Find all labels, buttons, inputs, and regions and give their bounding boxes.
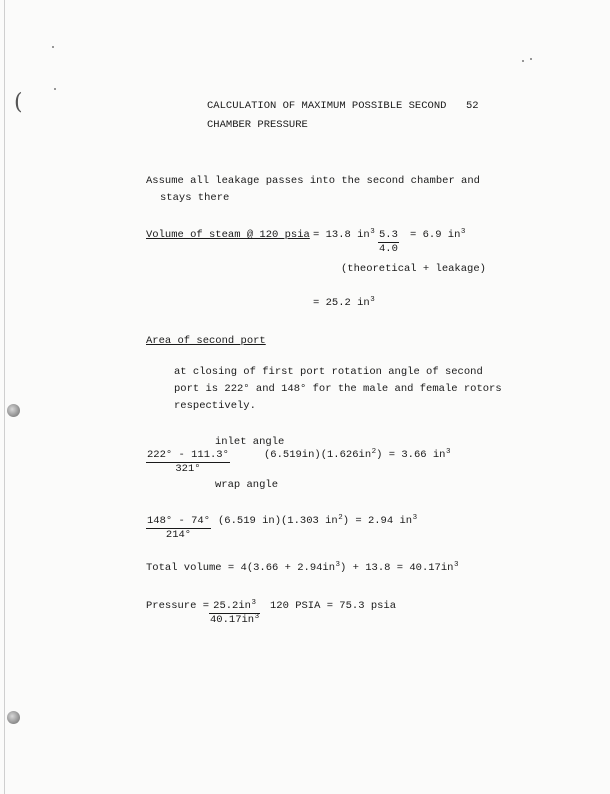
volume-result bbox=[410, 229, 465, 242]
inlet-expr-text: (6.519in)(1.626in bbox=[264, 449, 372, 461]
wrap-expression bbox=[218, 515, 417, 528]
volume-note: (theoretical + leakage) bbox=[341, 263, 486, 275]
fraction-denominator: 4.0 bbox=[379, 243, 398, 255]
exponent: 3 bbox=[251, 599, 256, 607]
volume-fraction bbox=[378, 229, 399, 256]
pressure-fraction bbox=[209, 600, 260, 627]
area-paragraph-line-3: respectively. bbox=[174, 400, 256, 412]
inlet-expr-tail: ) = 3.66 in bbox=[376, 449, 446, 461]
volume-result-text: = 6.9 in bbox=[410, 229, 461, 241]
pressure-result: 120 PSIA = 75.3 psia bbox=[270, 600, 397, 612]
pressure-label: Pressure = bbox=[146, 600, 210, 612]
exponent: 3 bbox=[460, 228, 466, 236]
speck-mark bbox=[52, 46, 54, 48]
inlet-angle-label: inlet angle bbox=[215, 436, 285, 448]
fraction-denominator: 321° bbox=[175, 463, 201, 475]
area-heading: Area of second port bbox=[146, 335, 266, 347]
exponent: 2 bbox=[371, 448, 377, 456]
fraction-denominator bbox=[209, 614, 260, 627]
exponent: 3 bbox=[335, 561, 341, 569]
area-paragraph-line-2: port is 222° and 148° for the male and female rotors bbox=[174, 383, 502, 395]
fraction-numerator: 222° - 111.3° bbox=[147, 449, 229, 461]
speck-mark bbox=[530, 58, 532, 60]
wrap-expr-text: (6.519 in)(1.303 in bbox=[218, 515, 338, 527]
total-volume bbox=[146, 562, 458, 575]
assumption-line-2: stays there bbox=[160, 192, 230, 204]
inlet-fraction bbox=[146, 449, 230, 476]
punch-hole-icon bbox=[7, 404, 20, 417]
total-volume-tail: ) + 13.8 = 40.17in bbox=[340, 562, 454, 574]
volume-label: Volume of steam @ 120 psia bbox=[146, 229, 310, 241]
volume-total-text: = 25.2 in bbox=[313, 297, 370, 309]
volume-expression bbox=[313, 229, 375, 242]
exponent: 3 bbox=[412, 514, 418, 522]
fraction-numerator bbox=[209, 600, 260, 614]
punch-hole-icon bbox=[7, 711, 20, 724]
exponent: 3 bbox=[370, 228, 375, 236]
inlet-expression bbox=[264, 449, 450, 462]
wrap-angle-label: wrap angle bbox=[215, 479, 279, 491]
speck-mark bbox=[54, 88, 56, 90]
fraction-denominator: 214° bbox=[165, 529, 192, 541]
title-line-1: CALCULATION OF MAXIMUM POSSIBLE SECOND bbox=[207, 100, 447, 112]
exponent: 3 bbox=[254, 613, 260, 621]
exponent: 3 bbox=[445, 448, 451, 456]
speck-mark bbox=[522, 60, 524, 62]
exponent: 3 bbox=[370, 296, 375, 304]
volume-total bbox=[313, 297, 375, 310]
total-volume-text: Total volume = 4(3.66 + 2.94in bbox=[146, 562, 336, 574]
pressure-numerator-text: 25.2in bbox=[213, 600, 251, 612]
margin-bracket-mark: ( bbox=[14, 90, 23, 115]
wrap-fraction bbox=[146, 515, 211, 542]
assumption-line-1: Assume all leakage passes into the second chamber and bbox=[146, 175, 480, 187]
exponent: 2 bbox=[338, 514, 343, 522]
volume-expr-text: = 13.8 in bbox=[313, 229, 370, 241]
exponent: 3 bbox=[453, 561, 459, 569]
fraction-numerator: 148° - 74° bbox=[147, 515, 211, 527]
area-paragraph-line-1: at closing of first port rotation angle of second bbox=[174, 366, 483, 378]
title-line-2: CHAMBER PRESSURE bbox=[207, 119, 308, 131]
wrap-expr-tail: ) = 2.94 in bbox=[342, 515, 413, 527]
page-number: 52 bbox=[466, 100, 479, 112]
fraction-numerator: 5.3 bbox=[379, 229, 398, 241]
page-edge-line bbox=[4, 0, 5, 794]
pressure-denominator-text: 40.17in bbox=[210, 614, 255, 626]
